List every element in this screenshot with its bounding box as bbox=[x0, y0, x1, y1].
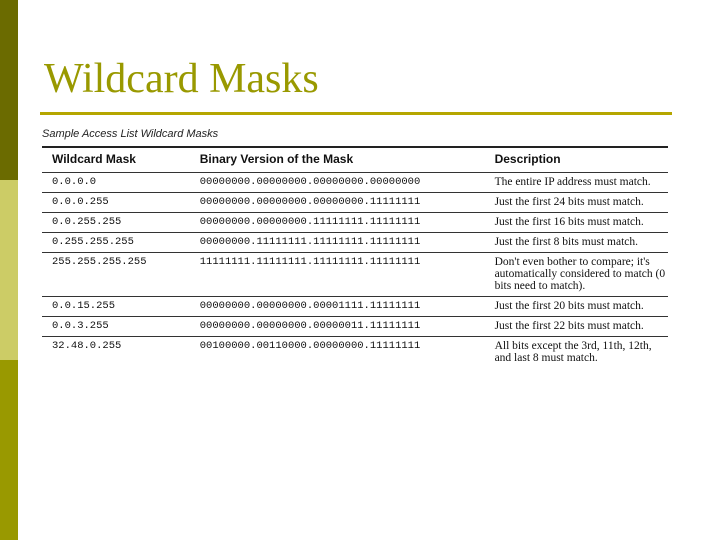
description-cell: Just the first 16 bits must match. bbox=[495, 213, 668, 233]
table-row bbox=[42, 193, 668, 213]
mask-cell: 255.255.255.255 bbox=[42, 253, 200, 297]
binary-cell: 00000000.00000000.00000000.00000000 bbox=[200, 173, 495, 193]
table-row bbox=[42, 233, 668, 253]
description-cell: Just the first 22 bits must match. bbox=[495, 317, 668, 337]
mask-cell: 0.0.0.0 bbox=[42, 173, 200, 193]
table-row bbox=[42, 253, 668, 297]
binary-cell: 00000000.00000000.00001111.11111111 bbox=[200, 297, 495, 317]
table-row bbox=[42, 337, 668, 369]
mask-cell: 32.48.0.255 bbox=[52, 340, 122, 352]
slide-title: Wildcard Masks bbox=[44, 56, 319, 102]
table-row bbox=[42, 297, 668, 317]
table-header-row bbox=[42, 148, 668, 173]
description-cell: Just the first 20 bits must match. bbox=[495, 297, 668, 317]
column-header-mask: Wildcard Mask bbox=[42, 148, 200, 173]
title-underline bbox=[40, 112, 672, 115]
binary-cell: 00100000.00110000.00000000.11111111 bbox=[199, 340, 421, 352]
binary-cell: 11111111.11111111.11111111.11111111 bbox=[200, 253, 495, 297]
description-cell: Just the first 8 bits must match. bbox=[495, 233, 668, 253]
mask-cell: 0.0.15.255 bbox=[42, 297, 200, 317]
column-header-binary: Binary Version of the Mask bbox=[200, 148, 495, 173]
table-row bbox=[42, 173, 668, 193]
binary-cell: 00000000.11111111.11111111.11111111 bbox=[200, 233, 495, 253]
mask-cell: 0.0.255.255 bbox=[42, 213, 200, 233]
mask-cell: 0.0.3.255 bbox=[42, 317, 200, 337]
left-stripe-bottom bbox=[0, 360, 18, 540]
description-cell: Just the first 24 bits must match. bbox=[495, 193, 668, 213]
table-row bbox=[42, 213, 668, 233]
mask-cell: 0.0.0.255 bbox=[42, 193, 200, 213]
binary-cell: 00000000.00000000.00000000.11111111 bbox=[200, 193, 495, 213]
description-cell: All bits except the 3rd, 11th, 12th, and last 8 must match. bbox=[494, 340, 652, 364]
table-caption: Sample Access List Wildcard Masks bbox=[42, 128, 219, 140]
left-stripe-middle bbox=[0, 180, 18, 360]
wildcard-mask-table bbox=[42, 148, 668, 368]
column-header-description: Description bbox=[495, 148, 668, 173]
binary-cell: 00000000.00000000.11111111.11111111 bbox=[200, 213, 495, 233]
left-stripe-top bbox=[0, 0, 18, 180]
description-cell: Don't even bother to compare; it's automatically considered to match (0 bits need to match). bbox=[495, 253, 668, 297]
binary-cell: 00000000.00000000.00000011.11111111 bbox=[200, 317, 495, 337]
mask-cell: 0.255.255.255 bbox=[42, 233, 200, 253]
table-row bbox=[42, 317, 668, 337]
description-cell: The entire IP address must match. bbox=[495, 173, 668, 193]
